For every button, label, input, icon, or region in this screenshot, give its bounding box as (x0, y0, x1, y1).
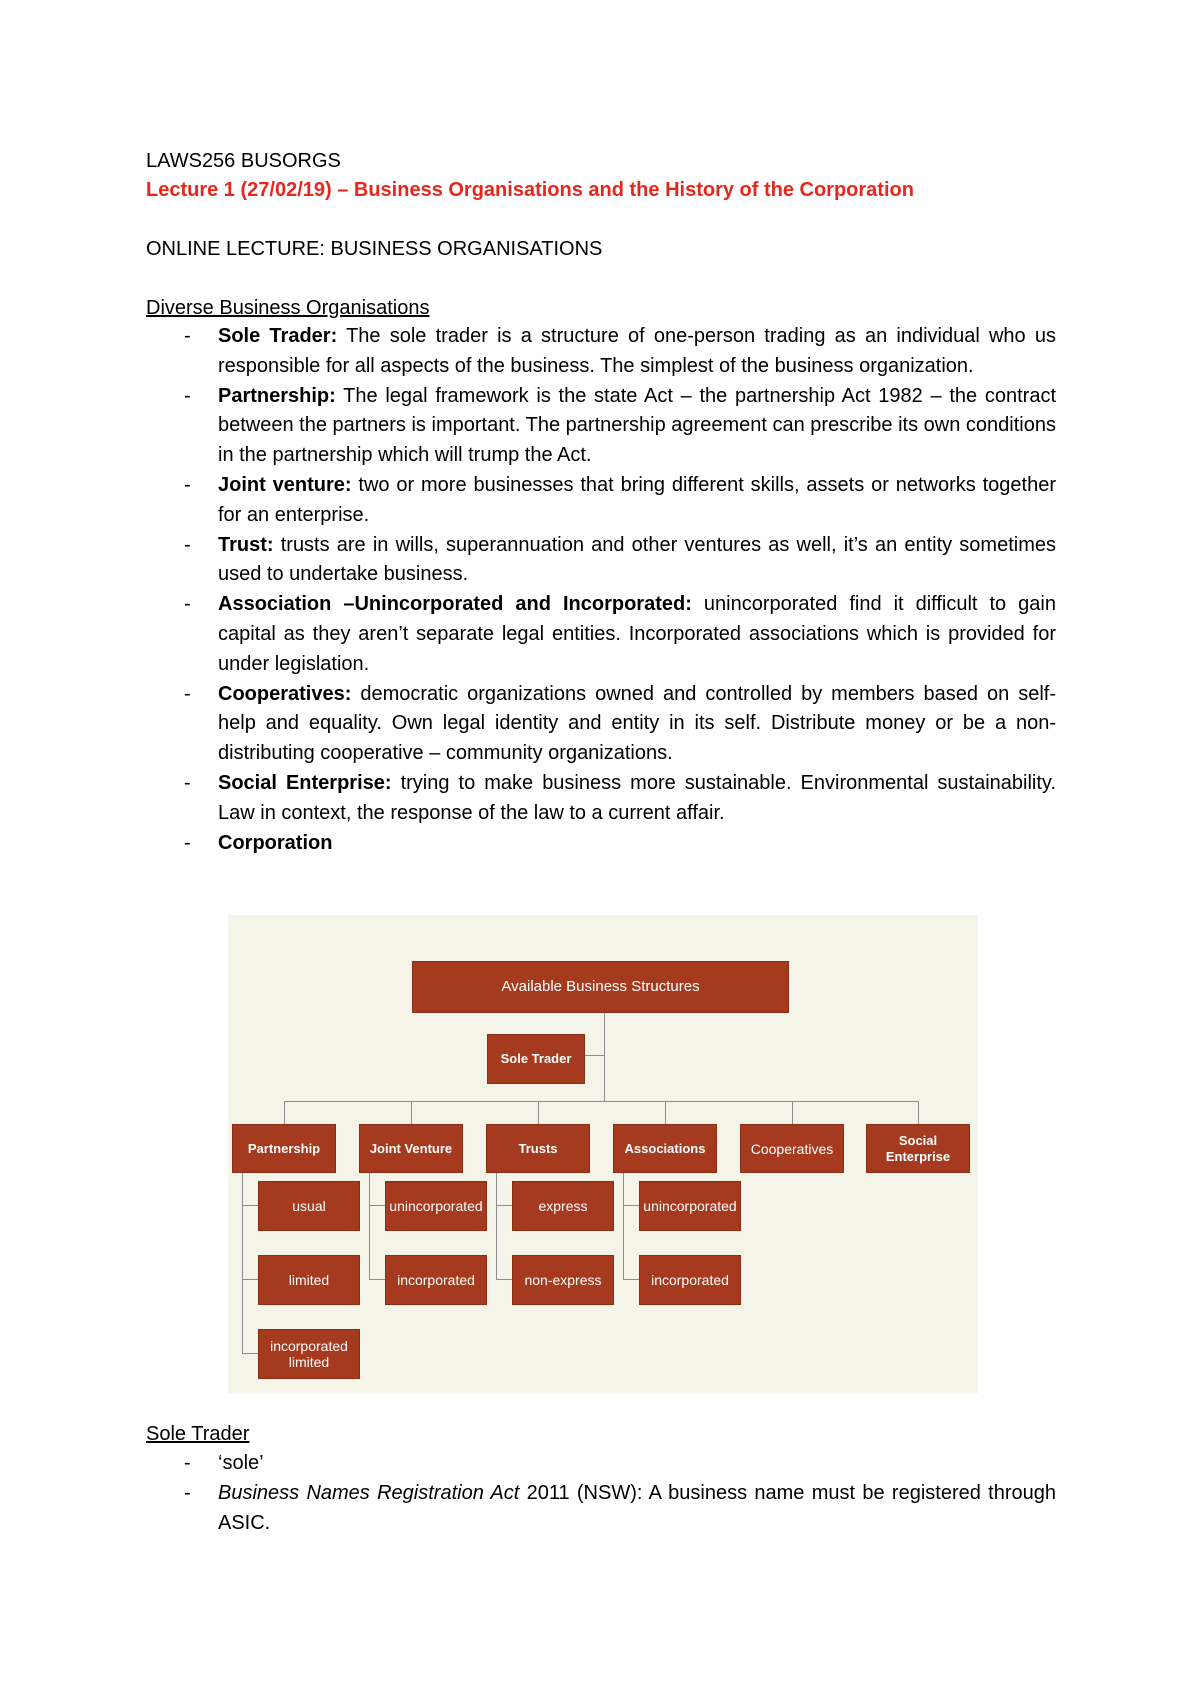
connector-category (792, 1101, 793, 1124)
section-heading-sole-trader: Sole Trader (146, 1423, 250, 1445)
connector-child (623, 1205, 639, 1206)
connector-child (369, 1205, 385, 1206)
sole-trader-list (146, 1449, 1056, 1538)
category-box-associations: Associations (613, 1124, 717, 1173)
child-box-express: express (512, 1181, 614, 1231)
connector-category (918, 1101, 919, 1124)
list-item: - Association –Unincorporated and Incorporated: unincorporated find it difficult to gain capital as they aren’t separate legal entities. Incorporated associations which is provided for under legislation. (184, 593, 1056, 675)
term: Social Enterprise: (218, 771, 392, 794)
term: Corporation (218, 831, 333, 854)
list-item: - ‘sole’ (184, 1452, 264, 1474)
child-box-assoc-incorporated: incorporated (639, 1255, 741, 1305)
connector-child (242, 1279, 258, 1280)
category-box-cooperatives: Cooperatives (740, 1124, 844, 1173)
category-box-joint-venture: Joint Venture (359, 1124, 463, 1173)
connector-jv-children (369, 1173, 370, 1279)
connector-category (538, 1101, 539, 1124)
root-box: Available Business Structures (412, 961, 789, 1013)
category-box-partnership: Partnership (232, 1124, 336, 1173)
child-box-usual: usual (258, 1181, 360, 1231)
connector-child (496, 1205, 512, 1206)
act-title: Business Names Registration Act (218, 1481, 520, 1504)
child-box-jv-unincorporated: unincorporated (385, 1181, 487, 1231)
connector-category (284, 1101, 285, 1124)
term: Association –Unincorporated and Incorporated: (218, 593, 692, 616)
list-item: - Business Names Registration Act 2011 (NSW): A business name must be registered through ASIC. (184, 1481, 1056, 1534)
online-lecture-heading: ONLINE LECTURE: BUSINESS ORGANISATIONS (146, 238, 603, 260)
connector-category (411, 1101, 412, 1124)
business-types-list (146, 322, 1056, 858)
term: Partnership: (218, 384, 336, 407)
term: Cooperatives: (218, 682, 352, 705)
category-box-social-enterprise: Social Enterprise (866, 1124, 970, 1173)
connector-child (242, 1205, 258, 1206)
connector-sole-trader (585, 1055, 604, 1056)
term: Trust: (218, 533, 274, 556)
child-box-assoc-unincorporated: unincorporated (639, 1181, 741, 1231)
lecture-title: Lecture 1 (27/02/19) – Business Organisations and the History of the Corporation (146, 179, 914, 201)
child-box-incorporated-limited: incorporated limited (258, 1329, 360, 1379)
connector-partnership-children (242, 1173, 243, 1353)
category-box-trusts: Trusts (486, 1124, 590, 1173)
child-box-jv-incorporated: incorporated (385, 1255, 487, 1305)
connector-categories-bar (284, 1101, 919, 1102)
list-item: - Cooperatives: democratic organizations owned and controlled by members based on self-help and equality. Own legal identity and entity in its self. Distribute money or be a non-distributing cooperative – community organizations. (184, 682, 1056, 765)
term: Sole Trader: (218, 325, 338, 347)
connector-associations-children (623, 1173, 624, 1279)
section-heading-diverse: Diverse Business Organisations (146, 297, 430, 319)
list-item: - Joint venture: two or more businesses that bring different skills, assets or networks together for an enterprise. (184, 473, 1056, 526)
connector-child (242, 1353, 258, 1354)
list-item: - Partnership: The legal framework is the state Act – the partnership Act 1982 – the contract between the partners is important. The partnership agreement can prescribe its own conditions in the partnership which will trump the Act. (184, 384, 1056, 467)
connector-trusts-children (496, 1173, 497, 1279)
sole-trader-box: Sole Trader (487, 1034, 585, 1084)
child-box-non-express: non-express (512, 1255, 614, 1305)
course-code: LAWS256 BUSORGS (146, 150, 341, 172)
connector-child (369, 1279, 385, 1280)
list-item: - Sole Trader: The sole trader is a structure of one-person trading as an individual who us responsible for all aspects of the business. The simplest of the business organization. (184, 325, 1056, 377)
connector-category (665, 1101, 666, 1124)
connector-child (623, 1279, 639, 1280)
list-item: - Social Enterprise: trying to make business more sustainable. Environmental sustainability. Law in context, the response of the law to a current affair. (184, 771, 1056, 824)
term: Joint venture: (218, 473, 352, 496)
child-box-limited: limited (258, 1255, 360, 1305)
list-item: - Corporation (184, 831, 333, 854)
list-item: - Trust: trusts are in wills, superannuation and other ventures as well, it’s an entity sometimes used to undertake business. (184, 533, 1056, 586)
connector-child (496, 1279, 512, 1280)
business-structures-diagram (228, 915, 978, 1393)
